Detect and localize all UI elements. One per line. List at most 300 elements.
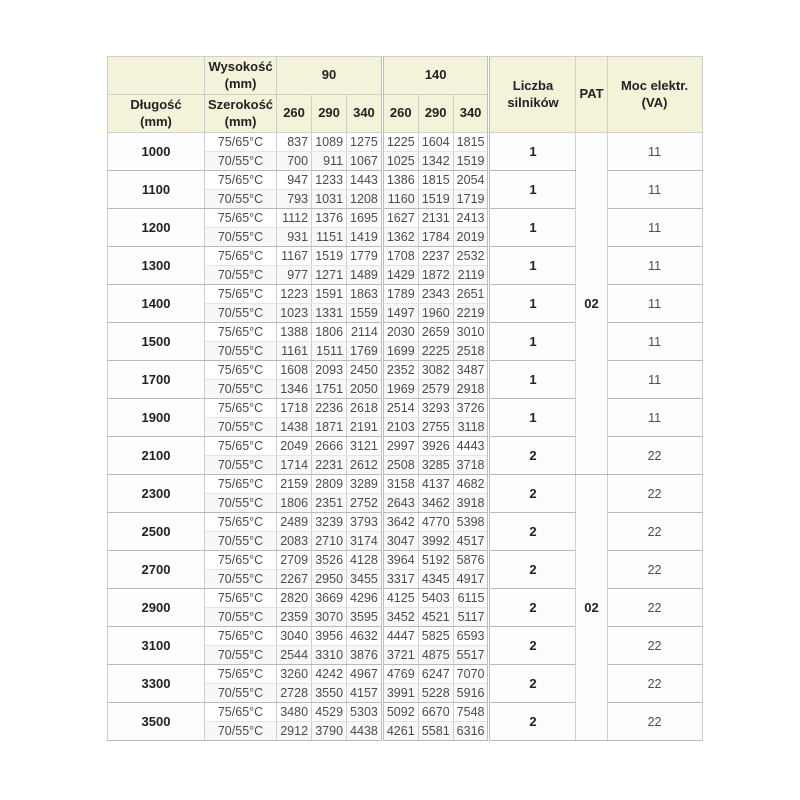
value-cell: 1779 bbox=[347, 247, 383, 266]
value-cell: 2359 bbox=[277, 608, 312, 627]
value-cell: 3718 bbox=[453, 456, 489, 475]
temp-cell: 75/65°C bbox=[205, 323, 277, 342]
value-cell: 1559 bbox=[347, 304, 383, 323]
table-row-75 bbox=[108, 589, 703, 608]
length-cell: 3500 bbox=[108, 703, 205, 741]
value-cell: 4529 bbox=[312, 703, 347, 722]
value-cell: 700 bbox=[277, 152, 312, 171]
motors-cell: 1 bbox=[489, 133, 576, 171]
value-cell: 1784 bbox=[418, 228, 453, 247]
table-body bbox=[108, 133, 703, 741]
value-cell: 1718 bbox=[277, 399, 312, 418]
value-cell: 1376 bbox=[312, 209, 347, 228]
value-cell: 1608 bbox=[277, 361, 312, 380]
value-cell: 3726 bbox=[453, 399, 489, 418]
value-cell: 2351 bbox=[312, 494, 347, 513]
temp-cell: 75/65°C bbox=[205, 513, 277, 532]
value-cell: 1275 bbox=[347, 133, 383, 152]
width-header bbox=[205, 95, 277, 133]
va-cell: 22 bbox=[607, 513, 702, 551]
table-row-75 bbox=[108, 513, 703, 532]
value-cell: 6115 bbox=[453, 589, 489, 608]
value-cell: 1969 bbox=[382, 380, 418, 399]
temp-cell: 70/55°C bbox=[205, 304, 277, 323]
temp-cell: 75/65°C bbox=[205, 209, 277, 228]
motors-cell: 1 bbox=[489, 285, 576, 323]
length-cell: 1400 bbox=[108, 285, 205, 323]
temp-cell: 70/55°C bbox=[205, 228, 277, 247]
value-cell: 1233 bbox=[312, 171, 347, 190]
width-col-290-90: 290 bbox=[312, 95, 347, 133]
value-cell: 1067 bbox=[347, 152, 383, 171]
value-cell: 2114 bbox=[347, 323, 383, 342]
length-header bbox=[108, 95, 205, 133]
value-cell: 1714 bbox=[277, 456, 312, 475]
value-cell: 5117 bbox=[453, 608, 489, 627]
temp-cell: 75/65°C bbox=[205, 703, 277, 722]
motors-cell: 1 bbox=[489, 209, 576, 247]
length-cell: 2500 bbox=[108, 513, 205, 551]
value-cell: 2236 bbox=[312, 399, 347, 418]
temp-cell: 75/65°C bbox=[205, 247, 277, 266]
va-cell: 11 bbox=[607, 323, 702, 361]
value-cell: 2755 bbox=[418, 418, 453, 437]
value-cell: 1151 bbox=[312, 228, 347, 247]
temp-cell: 75/65°C bbox=[205, 399, 277, 418]
value-cell: 2119 bbox=[453, 266, 489, 285]
pat-header: PAT bbox=[576, 57, 607, 133]
value-cell: 4345 bbox=[418, 570, 453, 589]
value-cell: 1872 bbox=[418, 266, 453, 285]
value-cell: 1806 bbox=[277, 494, 312, 513]
value-cell: 3293 bbox=[418, 399, 453, 418]
value-cell: 1025 bbox=[382, 152, 418, 171]
value-cell: 3289 bbox=[347, 475, 383, 494]
table-row-75 bbox=[108, 285, 703, 304]
motors-cell: 2 bbox=[489, 513, 576, 551]
value-cell: 5398 bbox=[453, 513, 489, 532]
value-cell: 4682 bbox=[453, 475, 489, 494]
value-cell: 3310 bbox=[312, 646, 347, 665]
value-cell: 2710 bbox=[312, 532, 347, 551]
length-cell: 2700 bbox=[108, 551, 205, 589]
width-header-unit: (mm) bbox=[224, 113, 257, 129]
temp-cell: 70/55°C bbox=[205, 532, 277, 551]
table-row-75 bbox=[108, 399, 703, 418]
value-cell: 6247 bbox=[418, 665, 453, 684]
value-cell: 7070 bbox=[453, 665, 489, 684]
value-cell: 2267 bbox=[277, 570, 312, 589]
table-row-75 bbox=[108, 551, 703, 570]
value-cell: 1695 bbox=[347, 209, 383, 228]
value-cell: 3793 bbox=[347, 513, 383, 532]
value-cell: 1511 bbox=[312, 342, 347, 361]
width-col-340-90: 340 bbox=[347, 95, 383, 133]
value-cell: 3158 bbox=[382, 475, 418, 494]
temp-cell: 70/55°C bbox=[205, 380, 277, 399]
va-cell: 22 bbox=[607, 589, 702, 627]
height-header-label: Wysokość bbox=[208, 59, 273, 75]
height-group-90: 90 bbox=[277, 57, 383, 95]
value-cell: 2131 bbox=[418, 209, 453, 228]
value-cell: 1223 bbox=[277, 285, 312, 304]
power-header-label: Moc elektr. bbox=[620, 78, 689, 94]
length-cell: 1100 bbox=[108, 171, 205, 209]
value-cell: 3010 bbox=[453, 323, 489, 342]
value-cell: 5303 bbox=[347, 703, 383, 722]
value-cell: 1627 bbox=[382, 209, 418, 228]
value-cell: 977 bbox=[277, 266, 312, 285]
value-cell: 5228 bbox=[418, 684, 453, 703]
temp-cell: 70/55°C bbox=[205, 342, 277, 361]
value-cell: 4242 bbox=[312, 665, 347, 684]
value-cell: 3721 bbox=[382, 646, 418, 665]
value-cell: 2030 bbox=[382, 323, 418, 342]
va-cell: 11 bbox=[607, 399, 702, 437]
value-cell: 1604 bbox=[418, 133, 453, 152]
value-cell: 2343 bbox=[418, 285, 453, 304]
length-cell: 2100 bbox=[108, 437, 205, 475]
value-cell: 2237 bbox=[418, 247, 453, 266]
value-cell: 1208 bbox=[347, 190, 383, 209]
motors-cell: 2 bbox=[489, 475, 576, 513]
length-header-unit: (mm) bbox=[140, 113, 172, 129]
value-cell: 837 bbox=[277, 133, 312, 152]
value-cell: 2618 bbox=[347, 399, 383, 418]
temp-cell: 70/55°C bbox=[205, 418, 277, 437]
value-cell: 2612 bbox=[347, 456, 383, 475]
temp-cell: 70/55°C bbox=[205, 570, 277, 589]
length-cell: 1000 bbox=[108, 133, 205, 171]
value-cell: 2997 bbox=[382, 437, 418, 456]
value-cell: 2809 bbox=[312, 475, 347, 494]
spec-table bbox=[107, 56, 703, 741]
motors-cell: 1 bbox=[489, 361, 576, 399]
width-col-290-140: 290 bbox=[418, 95, 453, 133]
value-cell: 1519 bbox=[312, 247, 347, 266]
va-cell: 22 bbox=[607, 551, 702, 589]
width-header-label: Szerokość bbox=[208, 97, 274, 113]
value-cell: 2050 bbox=[347, 380, 383, 399]
temp-cell: 70/55°C bbox=[205, 190, 277, 209]
va-cell: 22 bbox=[607, 475, 702, 513]
value-cell: 1429 bbox=[382, 266, 418, 285]
value-cell: 3118 bbox=[453, 418, 489, 437]
value-cell: 1443 bbox=[347, 171, 383, 190]
value-cell: 3047 bbox=[382, 532, 418, 551]
value-cell: 1708 bbox=[382, 247, 418, 266]
value-cell: 1438 bbox=[277, 418, 312, 437]
value-cell: 1519 bbox=[418, 190, 453, 209]
value-cell: 2508 bbox=[382, 456, 418, 475]
value-cell: 5092 bbox=[382, 703, 418, 722]
value-cell: 4447 bbox=[382, 627, 418, 646]
value-cell: 1863 bbox=[347, 285, 383, 304]
value-cell: 1871 bbox=[312, 418, 347, 437]
value-cell: 4521 bbox=[418, 608, 453, 627]
value-cell: 2709 bbox=[277, 551, 312, 570]
length-cell: 1700 bbox=[108, 361, 205, 399]
value-cell: 4632 bbox=[347, 627, 383, 646]
table-row-75 bbox=[108, 627, 703, 646]
temp-cell: 70/55°C bbox=[205, 494, 277, 513]
length-cell: 1900 bbox=[108, 399, 205, 437]
value-cell: 6670 bbox=[418, 703, 453, 722]
value-cell: 2918 bbox=[453, 380, 489, 399]
temp-cell: 70/55°C bbox=[205, 152, 277, 171]
value-cell: 6316 bbox=[453, 722, 489, 741]
motors-cell: 2 bbox=[489, 627, 576, 665]
value-cell: 1806 bbox=[312, 323, 347, 342]
value-cell: 4438 bbox=[347, 722, 383, 741]
va-cell: 11 bbox=[607, 285, 702, 323]
temp-cell: 70/55°C bbox=[205, 646, 277, 665]
length-cell: 2900 bbox=[108, 589, 205, 627]
length-cell: 2300 bbox=[108, 475, 205, 513]
value-cell: 7548 bbox=[453, 703, 489, 722]
value-cell: 1362 bbox=[382, 228, 418, 247]
motors-cell: 2 bbox=[489, 437, 576, 475]
va-cell: 22 bbox=[607, 665, 702, 703]
value-cell: 1489 bbox=[347, 266, 383, 285]
value-cell: 1342 bbox=[418, 152, 453, 171]
temp-cell: 75/65°C bbox=[205, 133, 277, 152]
value-cell: 3285 bbox=[418, 456, 453, 475]
width-col-260-90: 260 bbox=[277, 95, 312, 133]
value-cell: 2544 bbox=[277, 646, 312, 665]
value-cell: 1225 bbox=[382, 133, 418, 152]
value-cell: 4128 bbox=[347, 551, 383, 570]
value-cell: 2231 bbox=[312, 456, 347, 475]
length-cell: 1200 bbox=[108, 209, 205, 247]
value-cell: 3317 bbox=[382, 570, 418, 589]
value-cell: 3876 bbox=[347, 646, 383, 665]
value-cell: 2191 bbox=[347, 418, 383, 437]
value-cell: 2659 bbox=[418, 323, 453, 342]
motors-cell: 2 bbox=[489, 551, 576, 589]
va-cell: 22 bbox=[607, 437, 702, 475]
value-cell: 5876 bbox=[453, 551, 489, 570]
value-cell: 1167 bbox=[277, 247, 312, 266]
value-cell: 2413 bbox=[453, 209, 489, 228]
length-cell: 3100 bbox=[108, 627, 205, 665]
value-cell: 3480 bbox=[277, 703, 312, 722]
value-cell: 3070 bbox=[312, 608, 347, 627]
va-cell: 11 bbox=[607, 361, 702, 399]
height-group-140: 140 bbox=[382, 57, 489, 95]
temp-cell: 70/55°C bbox=[205, 266, 277, 285]
motors-cell: 1 bbox=[489, 247, 576, 285]
corner-cell bbox=[108, 57, 205, 95]
va-cell: 11 bbox=[607, 247, 702, 285]
motors-cell: 1 bbox=[489, 399, 576, 437]
table-row-75 bbox=[108, 703, 703, 722]
value-cell: 1497 bbox=[382, 304, 418, 323]
value-cell: 2912 bbox=[277, 722, 312, 741]
va-cell: 11 bbox=[607, 209, 702, 247]
value-cell: 2450 bbox=[347, 361, 383, 380]
table-row-75 bbox=[108, 665, 703, 684]
table-row-75 bbox=[108, 247, 703, 266]
value-cell: 2728 bbox=[277, 684, 312, 703]
table-row-75 bbox=[108, 133, 703, 152]
table-row-75 bbox=[108, 323, 703, 342]
temp-cell: 70/55°C bbox=[205, 456, 277, 475]
value-cell: 2489 bbox=[277, 513, 312, 532]
temp-cell: 70/55°C bbox=[205, 608, 277, 627]
temp-cell: 75/65°C bbox=[205, 285, 277, 304]
temp-cell: 75/65°C bbox=[205, 589, 277, 608]
value-cell: 3239 bbox=[312, 513, 347, 532]
value-cell: 2225 bbox=[418, 342, 453, 361]
value-cell: 2752 bbox=[347, 494, 383, 513]
value-cell: 3040 bbox=[277, 627, 312, 646]
table-row-75 bbox=[108, 361, 703, 380]
height-header-unit: (mm) bbox=[224, 75, 257, 91]
value-cell: 4137 bbox=[418, 475, 453, 494]
value-cell: 4443 bbox=[453, 437, 489, 456]
value-cell: 5825 bbox=[418, 627, 453, 646]
value-cell: 1386 bbox=[382, 171, 418, 190]
value-cell: 1271 bbox=[312, 266, 347, 285]
value-cell: 1519 bbox=[453, 152, 489, 171]
value-cell: 1769 bbox=[347, 342, 383, 361]
value-cell: 4770 bbox=[418, 513, 453, 532]
table-row-75 bbox=[108, 475, 703, 494]
motors-cell: 1 bbox=[489, 323, 576, 361]
value-cell: 3174 bbox=[347, 532, 383, 551]
value-cell: 1346 bbox=[277, 380, 312, 399]
motors-header-line1: Liczba bbox=[512, 78, 554, 94]
width-col-340-140: 340 bbox=[453, 95, 489, 133]
value-cell: 2579 bbox=[418, 380, 453, 399]
value-cell: 3452 bbox=[382, 608, 418, 627]
value-cell: 1331 bbox=[312, 304, 347, 323]
va-cell: 22 bbox=[607, 703, 702, 741]
value-cell: 4875 bbox=[418, 646, 453, 665]
value-cell: 1815 bbox=[453, 133, 489, 152]
value-cell: 5581 bbox=[418, 722, 453, 741]
value-cell: 2093 bbox=[312, 361, 347, 380]
temp-cell: 75/65°C bbox=[205, 475, 277, 494]
value-cell: 2103 bbox=[382, 418, 418, 437]
value-cell: 947 bbox=[277, 171, 312, 190]
value-cell: 3455 bbox=[347, 570, 383, 589]
value-cell: 3991 bbox=[382, 684, 418, 703]
value-cell: 6593 bbox=[453, 627, 489, 646]
value-cell: 2666 bbox=[312, 437, 347, 456]
value-cell: 3918 bbox=[453, 494, 489, 513]
value-cell: 4517 bbox=[453, 532, 489, 551]
power-header-unit: (VA) bbox=[641, 94, 668, 110]
motors-header bbox=[489, 57, 576, 133]
value-cell: 1112 bbox=[277, 209, 312, 228]
value-cell: 5403 bbox=[418, 589, 453, 608]
table-row-75 bbox=[108, 209, 703, 228]
value-cell: 1699 bbox=[382, 342, 418, 361]
value-cell: 1751 bbox=[312, 380, 347, 399]
value-cell: 931 bbox=[277, 228, 312, 247]
table-row-75 bbox=[108, 171, 703, 190]
value-cell: 3487 bbox=[453, 361, 489, 380]
value-cell: 911 bbox=[312, 152, 347, 171]
value-cell: 3082 bbox=[418, 361, 453, 380]
value-cell: 2518 bbox=[453, 342, 489, 361]
value-cell: 1161 bbox=[277, 342, 312, 361]
length-cell: 1300 bbox=[108, 247, 205, 285]
value-cell: 3595 bbox=[347, 608, 383, 627]
value-cell: 5192 bbox=[418, 551, 453, 570]
value-cell: 5517 bbox=[453, 646, 489, 665]
value-cell: 2219 bbox=[453, 304, 489, 323]
table-row-75 bbox=[108, 437, 703, 456]
value-cell: 4967 bbox=[347, 665, 383, 684]
pat-cell: 02 bbox=[576, 475, 607, 741]
value-cell: 793 bbox=[277, 190, 312, 209]
motors-cell: 2 bbox=[489, 665, 576, 703]
value-cell: 4296 bbox=[347, 589, 383, 608]
length-cell: 3300 bbox=[108, 665, 205, 703]
motors-cell: 1 bbox=[489, 171, 576, 209]
temp-cell: 75/65°C bbox=[205, 437, 277, 456]
value-cell: 1089 bbox=[312, 133, 347, 152]
value-cell: 3121 bbox=[347, 437, 383, 456]
value-cell: 4769 bbox=[382, 665, 418, 684]
temp-cell: 75/65°C bbox=[205, 665, 277, 684]
value-cell: 1031 bbox=[312, 190, 347, 209]
value-cell: 1960 bbox=[418, 304, 453, 323]
value-cell: 4157 bbox=[347, 684, 383, 703]
temp-cell: 70/55°C bbox=[205, 684, 277, 703]
motors-header-line2: silników bbox=[507, 94, 559, 110]
temp-cell: 75/65°C bbox=[205, 551, 277, 570]
header-row-1 bbox=[108, 57, 703, 95]
temp-cell: 75/65°C bbox=[205, 171, 277, 190]
motors-cell: 2 bbox=[489, 589, 576, 627]
value-cell: 2019 bbox=[453, 228, 489, 247]
value-cell: 3956 bbox=[312, 627, 347, 646]
value-cell: 5916 bbox=[453, 684, 489, 703]
value-cell: 1789 bbox=[382, 285, 418, 304]
value-cell: 1419 bbox=[347, 228, 383, 247]
value-cell: 3526 bbox=[312, 551, 347, 570]
temp-cell: 70/55°C bbox=[205, 722, 277, 741]
value-cell: 1023 bbox=[277, 304, 312, 323]
va-cell: 11 bbox=[607, 171, 702, 209]
va-cell: 22 bbox=[607, 627, 702, 665]
temp-cell: 75/65°C bbox=[205, 361, 277, 380]
value-cell: 3926 bbox=[418, 437, 453, 456]
value-cell: 2820 bbox=[277, 589, 312, 608]
power-header bbox=[607, 57, 702, 133]
value-cell: 3550 bbox=[312, 684, 347, 703]
value-cell: 4125 bbox=[382, 589, 418, 608]
value-cell: 1591 bbox=[312, 285, 347, 304]
value-cell: 4261 bbox=[382, 722, 418, 741]
width-col-260-140: 260 bbox=[382, 95, 418, 133]
pat-cell: 02 bbox=[576, 133, 607, 475]
value-cell: 3964 bbox=[382, 551, 418, 570]
value-cell: 1160 bbox=[382, 190, 418, 209]
length-header-label: Długość bbox=[130, 97, 182, 113]
value-cell: 2950 bbox=[312, 570, 347, 589]
length-cell: 1500 bbox=[108, 323, 205, 361]
height-header bbox=[205, 57, 277, 95]
temp-cell: 75/65°C bbox=[205, 627, 277, 646]
value-cell: 2049 bbox=[277, 437, 312, 456]
value-cell: 2651 bbox=[453, 285, 489, 304]
value-cell: 3260 bbox=[277, 665, 312, 684]
